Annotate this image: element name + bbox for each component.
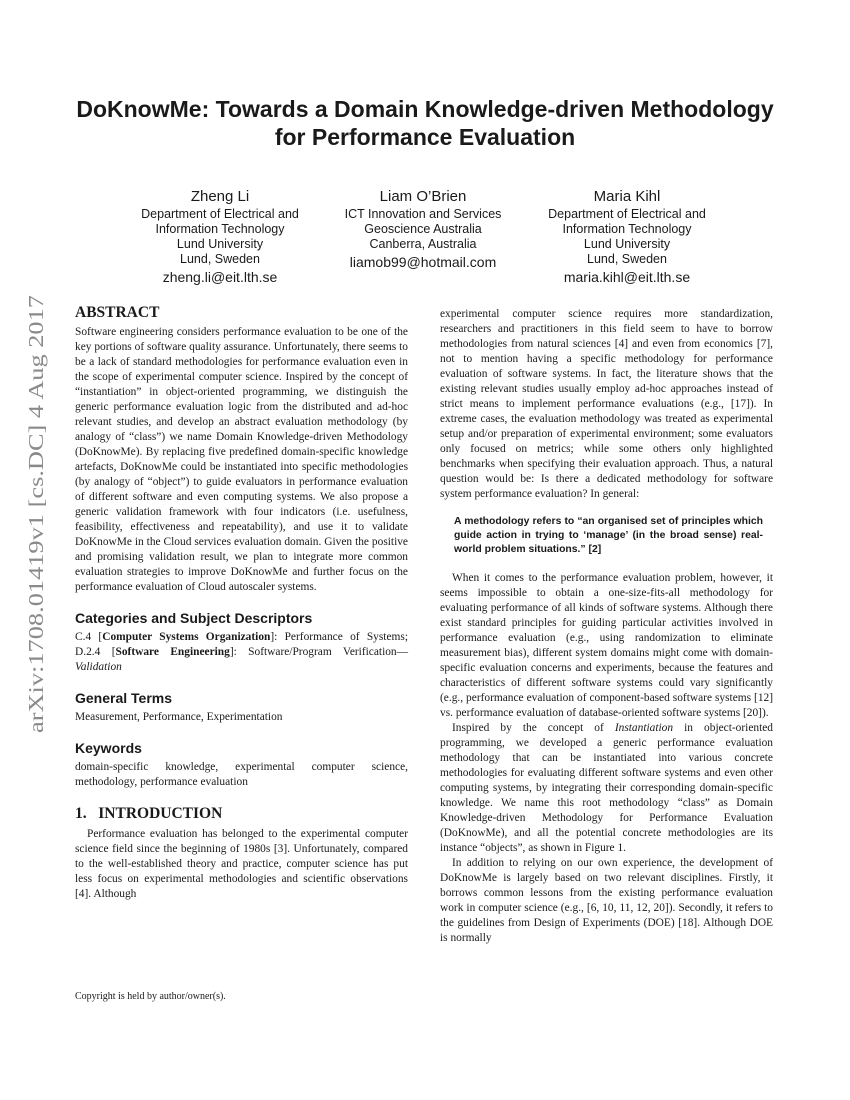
- body-paragraph: When it comes to the performance evaluation problem, however, it seems impossible to obtain a one-size-fits-all methodology for evaluating performance of all kinds of software systems. Although there exist standard principles for guiding particular activities involved in performance evaluation (e.g., using randomization to eliminate measurement bias), different system domains might come with domain-specific evaluation concerns and experiments, because the features and characteristics of different software systems could vary significantly (e.g., performance evaluation of component-based software systems [12] vs. performance evaluation of database-oriented software systems [20]).: [440, 572, 773, 719]
- author-name: Liam O’Brien: [379, 188, 467, 205]
- category-name-bold: Software Engineering: [115, 646, 230, 658]
- author-email: maria.kihl@eit.lth.se: [563, 269, 691, 285]
- body-paragraph: In addition to relying on our own experience, the development of DoKnowMe is largely based on two relevant disciplines. Firstly, it borrows common lessons from the existing performance evaluation work in computer science (e.g., [6, 10, 11, 12, 20]). Secondly, it refers to the guidelines from Design of Experiments (DOE) [18]. Although DOE is normally: [440, 857, 773, 944]
- category-name-bold: Computer Systems Organization: [102, 631, 271, 643]
- author-affiliation-line: Lund University: [583, 237, 671, 251]
- categories-heading: Categories and Subject Descriptors: [75, 610, 313, 626]
- body-paragraph: Inspired by the concept of Instantiation in object-oriented programming, we developed a generic performance evaluation methodology that can be instantiated into various concrete methodologies for evaluating different software systems and even other computing systems, by integrating their corresponding domain-specific knowledge. We name this root methodology “class” as Domain Knowledge-driven Methodology for Performance Evaluation (DoKnowMe), and all the potential concrete methodologies are its instance “objects”, as shown in Figure 1.: [440, 722, 774, 854]
- author-affiliation-line: Lund, Sweden: [587, 252, 667, 266]
- introduction-heading: 1. INTRODUCTION: [75, 805, 223, 822]
- author-affiliation-line: Information Technology: [155, 222, 285, 236]
- author-name: Zheng Li: [190, 188, 250, 205]
- author-affiliation-line: Department of Electrical and: [548, 207, 706, 221]
- author-block-3: [517, 187, 737, 287]
- arxiv-stamp-text: arXiv:1708.01419v1 [cs.DC] 4 Aug 2017: [24, 375, 48, 733]
- abstract-heading: ABSTRACT: [75, 304, 160, 321]
- arxiv-stamp: [16, 294, 52, 734]
- author-email: zheng.li@eit.lth.se: [162, 269, 278, 285]
- author-affiliation-line: Lund, Sweden: [180, 252, 260, 266]
- author-block-1: [110, 187, 330, 287]
- methodology-definition-quote: A methodology refers to “an organised set of principles which guide action in trying to ‘manage’ (in the broad sense) real-world problem situations.” [2]: [454, 516, 763, 555]
- general-terms-heading: General Terms: [75, 690, 173, 706]
- author-affiliation-line: Geoscience Australia: [364, 222, 482, 236]
- copyright-notice: Copyright is held by author/owner(s).: [75, 991, 226, 1002]
- keywords-text: domain-specific knowledge, experimental computer science, methodology, performance evaluation: [75, 761, 408, 788]
- author-email: liamob99@hotmail.com: [349, 254, 497, 270]
- author-affiliation-line: Department of Electrical and: [141, 207, 299, 221]
- keywords-heading: Keywords: [75, 740, 142, 756]
- categories-text: C.4 [Computer Systems Organization]: Performance of Systems; D.2.4 [Software Engineering]: Software/Program Verification—Validation: [75, 631, 409, 673]
- author-block-2: [313, 187, 533, 272]
- general-terms-text: Measurement, Performance, Experimentation: [75, 711, 283, 723]
- right-column: [440, 307, 773, 946]
- emphasis-italic: Instantiation: [614, 722, 674, 734]
- author-affiliation-line: Canberra, Australia: [369, 237, 477, 251]
- paper-title: DoKnowMe: Towards a Domain Knowledge-driven Methodology for Performance Evaluation: [76, 96, 774, 150]
- body-paragraph: experimental computer science requires more standardization, researchers and practitioners in this field seem to have to borrow methodologies from natural sciences [4] and even from economics [7], not to mention having a specific methodology for performance evaluation of software systems. In fact, the literature shows that the existing relevant studies usually employ ad-hoc approaches instead of strict means to implement performance evaluations (e.g., [17]). In extreme cases, the evaluation methodology was treated as experimental setup and/or preparation of experimental environment; some evaluators only focused on metrics; while some others only highlighted benchmarks when specifying their evaluation approach. Thus, a natural question would be: Is there a dedicated methodology for software system performance evaluation? In general:: [440, 308, 773, 500]
- author-affiliation-line: Lund University: [176, 237, 264, 251]
- author-affiliation-line: ICT Innovation and Services: [344, 207, 502, 221]
- author-name: Maria Kihl: [593, 188, 661, 205]
- left-column: [75, 303, 408, 902]
- author-affiliation-line: Information Technology: [562, 222, 692, 236]
- category-italic: Validation: [75, 661, 122, 673]
- introduction-paragraph: Performance evaluation has belonged to the experimental computer science field since the beginning of 1980s [3]. Unfortunately, compared to the well-established theory and practice, computer science has put less focus on experimental methodologies and scientific observations [4]. Although: [75, 828, 408, 900]
- abstract-text: Software engineering considers performance evaluation to be one of the key portions of software quality assurance. Unfortunately, there seems to be a lack of standard methodologies for performance evaluation even in the scope of experimental computer science. Inspired by the concept of “instantiation” in object-oriented programming, we distinguish the generic performance evaluation logic from the distributed and ad-hoc relevant studies, and develop an abstract evaluation methodology (by analogy of “class”) we name Domain Knowledge-driven Methodology (DoKnowMe). By replacing five predefined domain-specific knowledge artefacts, DoKnowMe could be instantiated into specific methodologies (by analogy of “object”) to guide evaluators in performance evaluation of different software and even computing systems. We also propose a generic validation framework with four indicators (i.e. usefulness, feasibility, effectiveness and repeatability), and use it to validate DoKnowMe in the Cloud services evaluation domain. Given the positive and promising validation result, we plan to integrate more common evaluation strategies to improve DoKnowMe and further focus on the performance evaluation of Cloud autoscaler systems.: [75, 326, 408, 593]
